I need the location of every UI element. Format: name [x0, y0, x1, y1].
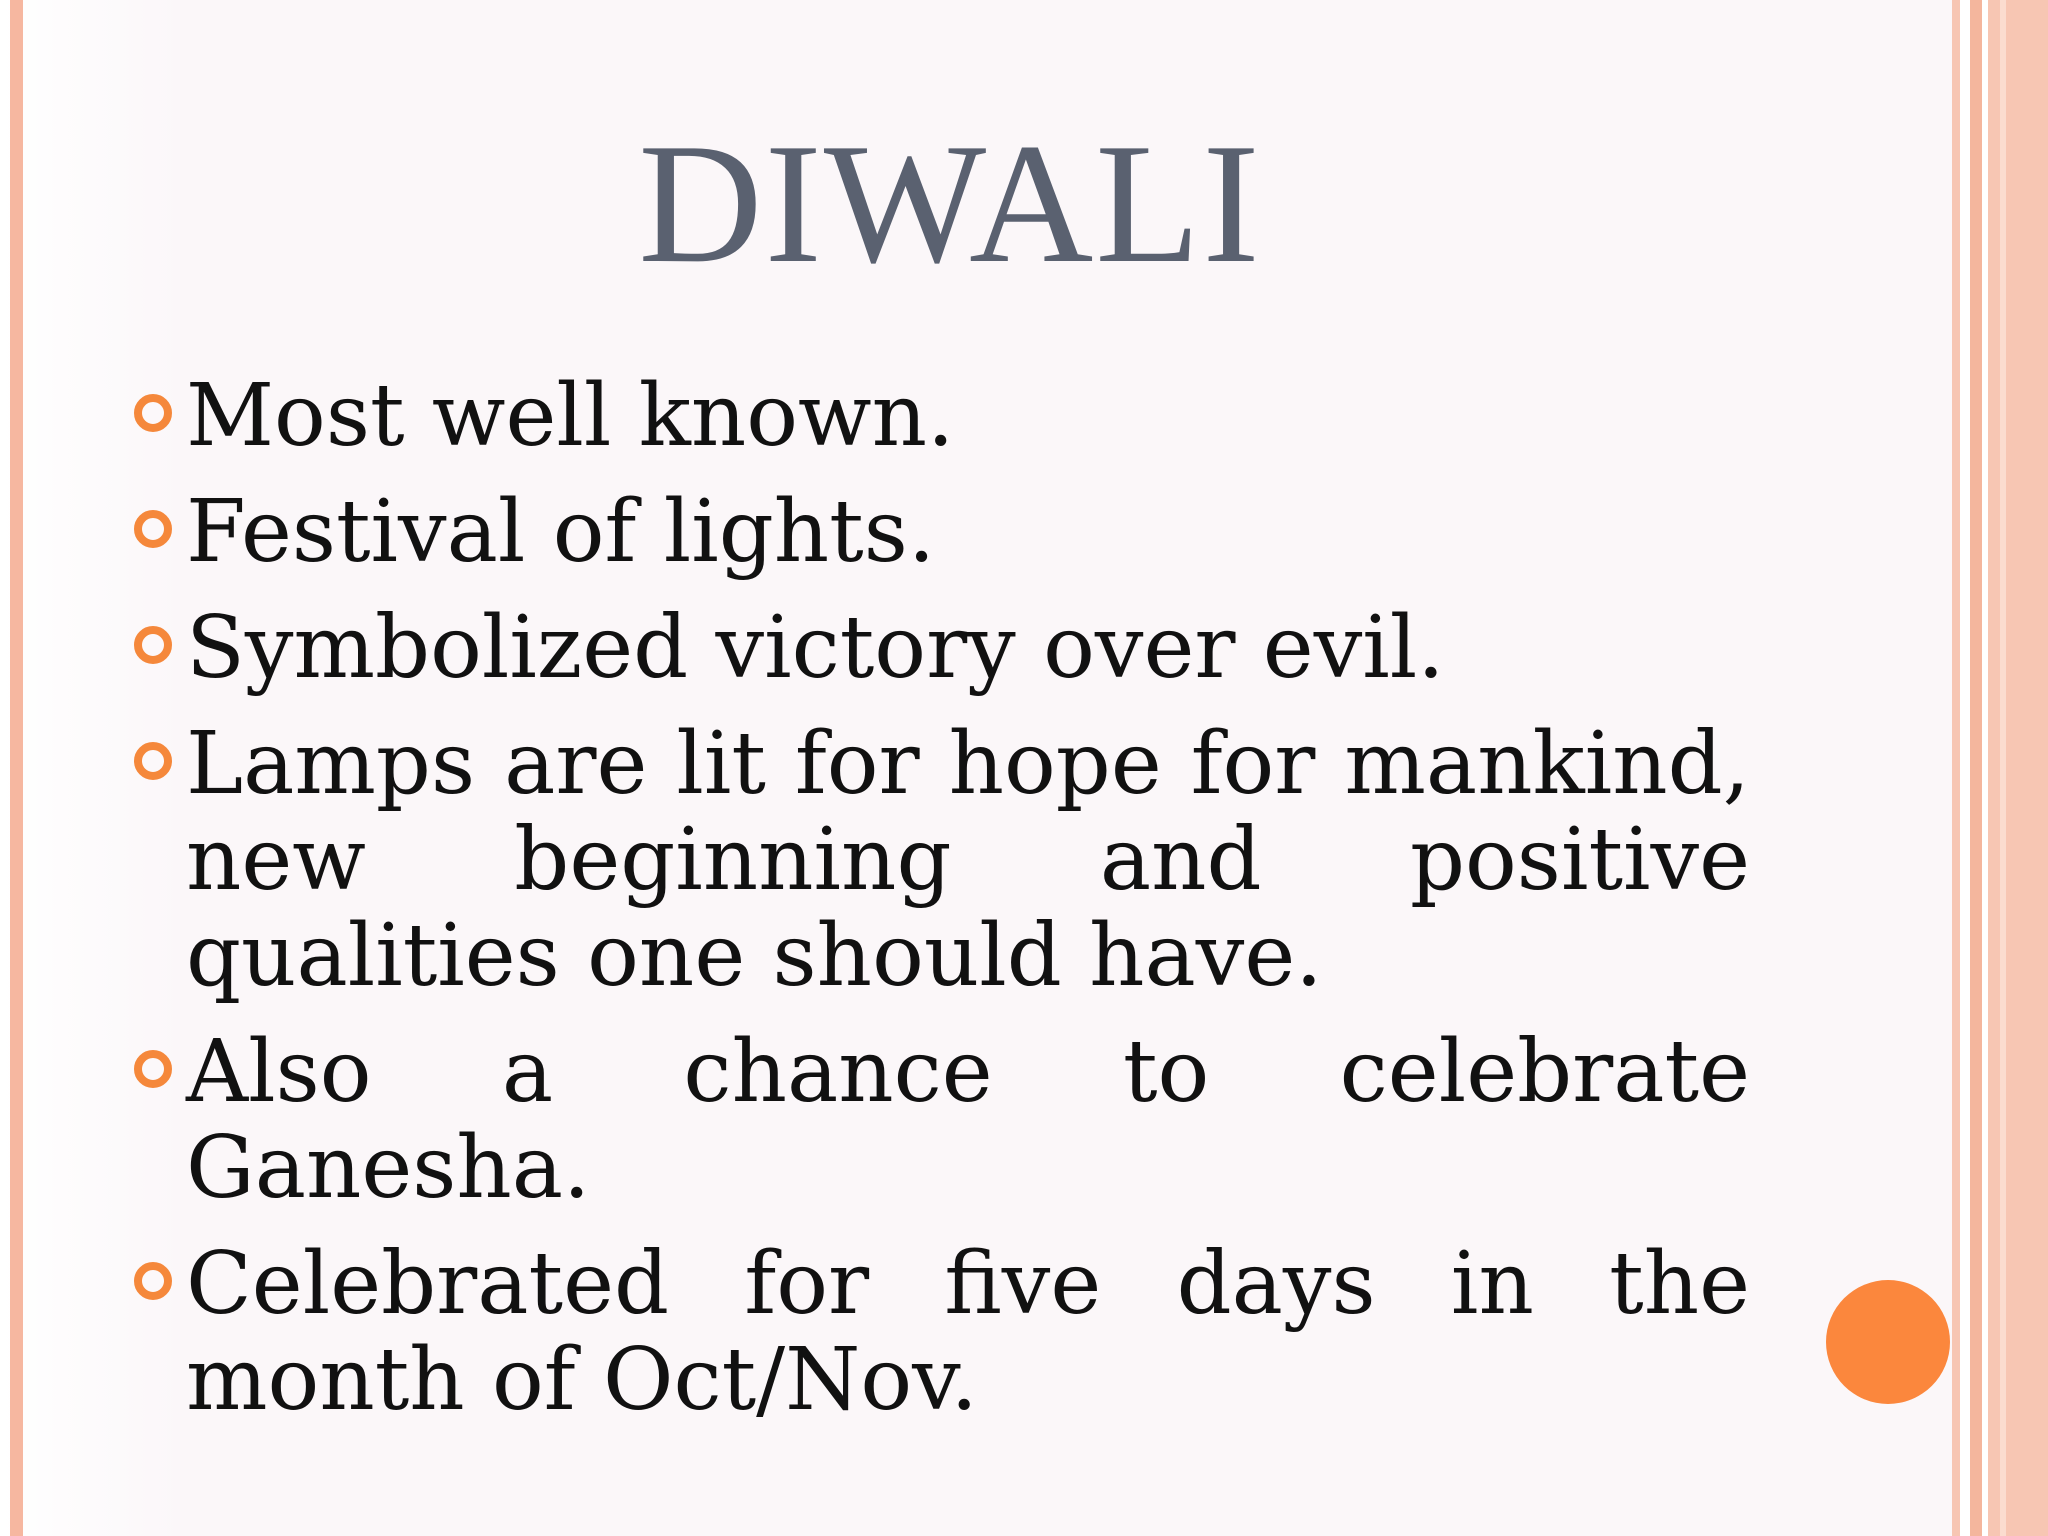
bullet-text: Celebrated for five days in the month of Oct/Nov.: [186, 1234, 1750, 1430]
bullet-item: [130, 600, 1750, 696]
bullet-text: Lamps are lit for hope for mankind, new beginning and positive qualities one should have.: [186, 714, 1750, 1006]
bullet-text: Most well known.: [186, 366, 955, 466]
ring-bullet-icon: [134, 510, 172, 548]
bullet-text: Festival of lights.: [186, 482, 936, 582]
bullet-item: [130, 1236, 1750, 1428]
ring-bullet-icon: [134, 1050, 172, 1088]
bullet-text: Symbolized victory over evil.: [186, 598, 1445, 698]
ring-bullet-icon: [134, 626, 172, 664]
bullet-text: Also a chance to celebrate Ganesha.: [186, 1022, 1750, 1218]
bullet-item: [130, 484, 1750, 580]
bullet-list: [130, 368, 1750, 1448]
right-border-stripes: [1952, 0, 2048, 1536]
ring-bullet-icon: [134, 394, 172, 432]
slide-title: DIWALI: [638, 109, 1262, 299]
bullet-item: [130, 1024, 1750, 1216]
ring-bullet-icon: [134, 742, 172, 780]
bullet-item: [130, 716, 1750, 1004]
orange-circle-icon: [1826, 1280, 1950, 1404]
bullet-item: [130, 368, 1750, 464]
ring-bullet-icon: [134, 1262, 172, 1300]
